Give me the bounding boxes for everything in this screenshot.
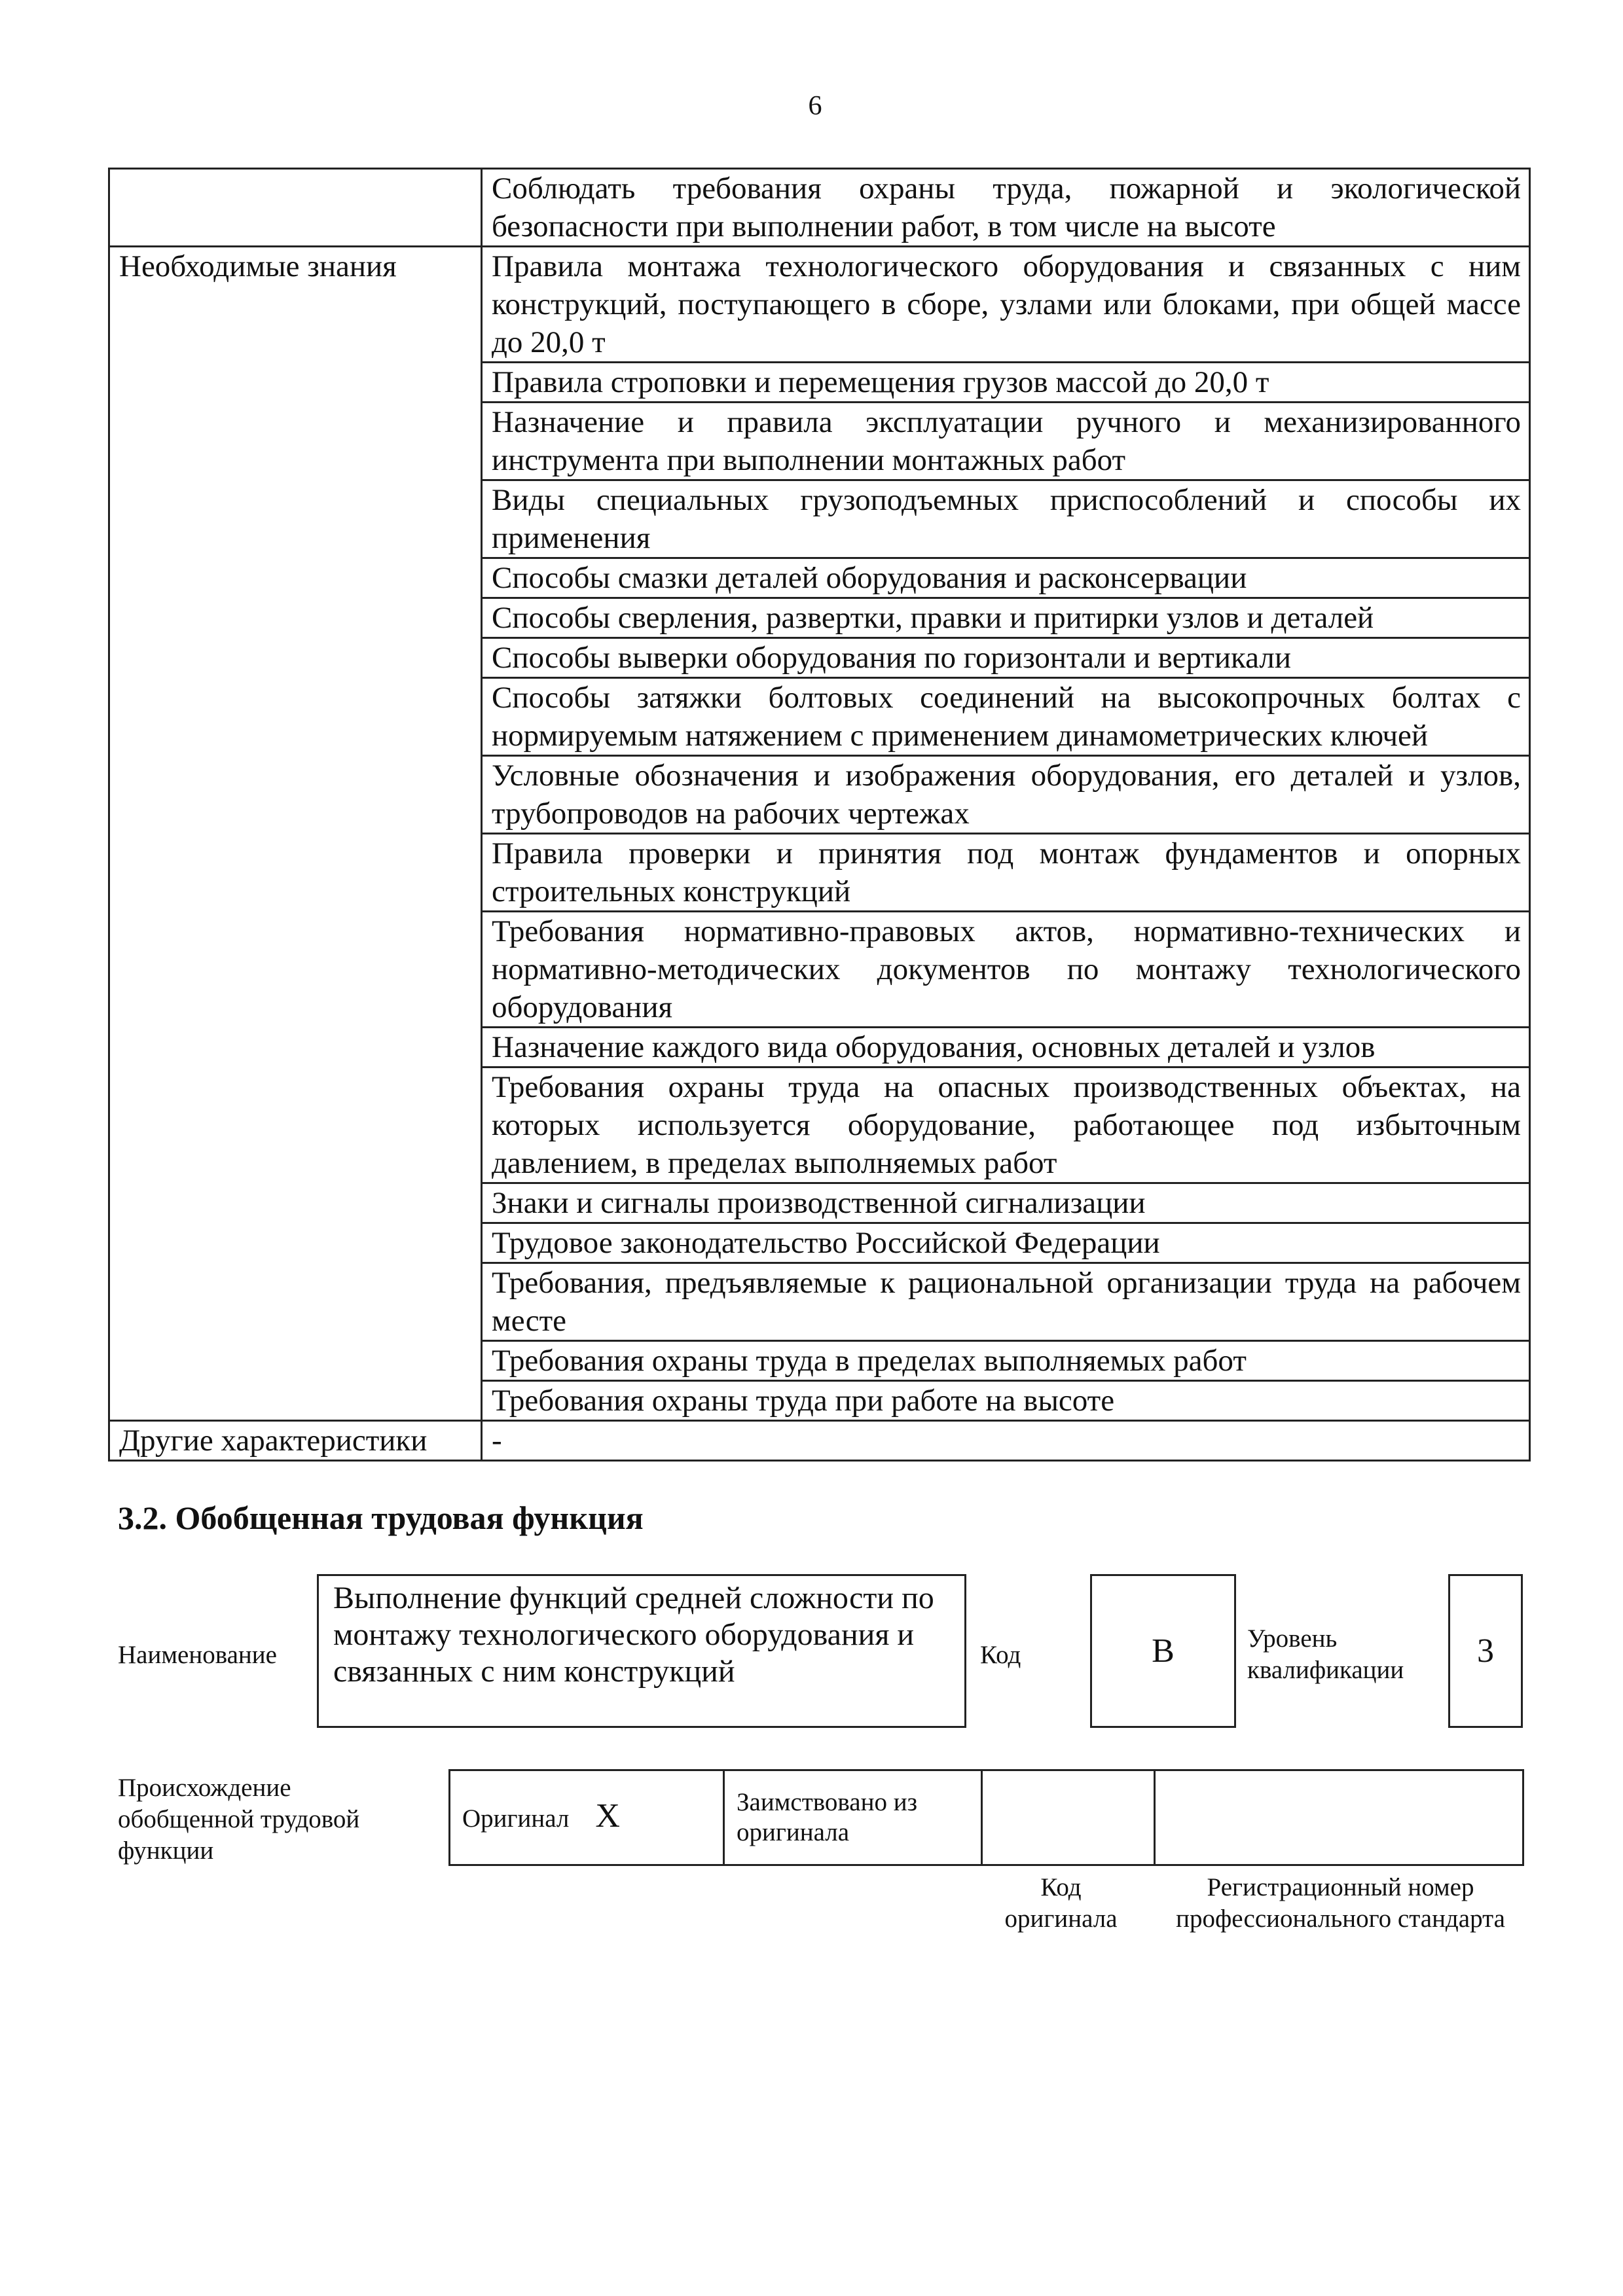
knowledge-item: Правила монтажа технологического оборудования и связанных с ним конструкций, поступающего в сборе, узлами или блоками, при общей массе до 20,0 т — [482, 247, 1530, 363]
knowledge-label-continuation — [109, 1028, 482, 1067]
borrowed-label-cell: Заимствовано из оригинала — [724, 1770, 982, 1865]
table-row — [109, 598, 1530, 638]
knowledge-label-continuation — [109, 1183, 482, 1223]
section-heading: 3.2. Обобщенная трудовая функция — [118, 1499, 644, 1536]
registration-number-cell — [1155, 1770, 1523, 1865]
table-row — [109, 1421, 1530, 1461]
name-label: Наименование — [118, 1641, 277, 1669]
qualification-level-label: Уровень квалификации — [1247, 1624, 1404, 1684]
knowledge-label-continuation — [109, 1381, 482, 1421]
knowledge-item: Правила строповки и перемещения грузов массой до 20,0 т — [482, 363, 1530, 403]
knowledge-item: Правила проверки и принятия под монтаж фундаментов и опорных строительных конструкций — [482, 834, 1530, 912]
table-row — [109, 1341, 1530, 1381]
knowledge-item: Способы сверления, развертки, правки и притирки узлов и деталей — [482, 598, 1530, 638]
table-row — [109, 363, 1530, 403]
knowledge-label-continuation — [109, 1067, 482, 1183]
table-row — [109, 1263, 1530, 1341]
knowledge-label-continuation — [109, 638, 482, 678]
knowledge-label-continuation — [109, 1341, 482, 1381]
knowledge-item: Виды специальных грузоподъемных приспособлений и способы их применения — [482, 480, 1530, 558]
origin-table — [448, 1769, 1524, 1866]
knowledge-label-cell: Необходимые знания — [109, 247, 482, 363]
knowledge-label-continuation — [109, 912, 482, 1028]
other-characteristics-value: - — [482, 1421, 1530, 1461]
knowledge-label-continuation — [109, 480, 482, 558]
table-row — [109, 1067, 1530, 1183]
knowledge-label-continuation — [109, 598, 482, 638]
table-row — [109, 1183, 1530, 1223]
function-code-box: B — [1090, 1574, 1236, 1728]
registration-number-caption: Регистрационный номер профессионального стандарта — [1176, 1873, 1505, 1933]
knowledge-label-continuation — [109, 558, 482, 598]
table-row — [109, 638, 1530, 678]
original-code-caption: Код оригинала — [1004, 1873, 1118, 1933]
table-row — [109, 912, 1530, 1028]
table-row — [450, 1770, 1523, 1865]
original-label: Оригинал — [462, 1804, 570, 1833]
knowledge-item: Способы смазки деталей оборудования и расконсервации — [482, 558, 1530, 598]
original-cell — [450, 1770, 724, 1865]
table-row — [109, 558, 1530, 598]
knowledge-item: Способы выверки оборудования по горизонтали и вертикали — [482, 638, 1530, 678]
knowledge-item: Требования охраны труда в пределах выполняемых работ — [482, 1341, 1530, 1381]
table-row — [109, 403, 1530, 480]
safety-requirement-cell: Соблюдать требования охраны труда, пожарной и экологической безопасности при выполнении работ, в том числе на высоте — [482, 169, 1530, 247]
table-row — [109, 1028, 1530, 1067]
original-code-cell — [982, 1770, 1155, 1865]
knowledge-item: Условные обозначения и изображения оборудования, его деталей и узлов, трубопроводов на рабочих чертежах — [482, 756, 1530, 834]
knowledge-label-continuation — [109, 1263, 482, 1341]
table-row — [109, 1381, 1530, 1421]
knowledge-item: Требования охраны труда при работе на высоте — [482, 1381, 1530, 1421]
origin-label: Происхождение обобщенной трудовой функции — [118, 1774, 360, 1865]
knowledge-label-continuation — [109, 756, 482, 834]
table-row — [109, 169, 1530, 247]
empty-label-cell — [109, 169, 482, 247]
function-name-box: Выполнение функций средней сложности по монтажу технологического оборудования и связанных с ним конструкций — [317, 1574, 966, 1728]
qualification-level-box: 3 — [1448, 1574, 1523, 1728]
knowledge-item: Знаки и сигналы производственной сигнализации — [482, 1183, 1530, 1223]
table-row — [109, 480, 1530, 558]
knowledge-label-continuation — [109, 678, 482, 756]
knowledge-label-continuation — [109, 834, 482, 912]
requirements-table — [108, 168, 1531, 1462]
knowledge-item: Требования охраны труда на опасных производственных объектах, на которых используется оборудование, работающее под избыточным давлением, в пределах выполняемых работ — [482, 1067, 1530, 1183]
knowledge-label-continuation — [109, 363, 482, 403]
knowledge-item: Способы затяжки болтовых соединений на высокопрочных болтах с нормируемым натяжением с применением динамометрических ключей — [482, 678, 1530, 756]
table-row — [109, 247, 1530, 363]
other-characteristics-label: Другие характеристики — [109, 1421, 482, 1461]
knowledge-label-continuation — [109, 1223, 482, 1263]
table-row — [109, 834, 1530, 912]
knowledge-item: Назначение каждого вида оборудования, основных деталей и узлов — [482, 1028, 1530, 1067]
knowledge-item: Назначение и правила эксплуатации ручного и механизированного инструмента при выполнении монтажных работ — [482, 403, 1530, 480]
knowledge-item: Требования, предъявляемые к рациональной организации труда на рабочем месте — [482, 1263, 1530, 1341]
knowledge-item: Трудовое законодательство Российской Федерации — [482, 1223, 1530, 1263]
table-row — [109, 678, 1530, 756]
page-number: 6 — [808, 91, 822, 121]
table-row — [109, 1223, 1530, 1263]
table-row — [109, 756, 1530, 834]
knowledge-label-continuation — [109, 403, 482, 480]
code-label: Код — [980, 1641, 1021, 1669]
knowledge-item: Требования нормативно-правовых актов, нормативно-технических и нормативно-методических документов по монтажу технологического оборудования — [482, 912, 1530, 1028]
original-mark: X — [595, 1797, 620, 1835]
